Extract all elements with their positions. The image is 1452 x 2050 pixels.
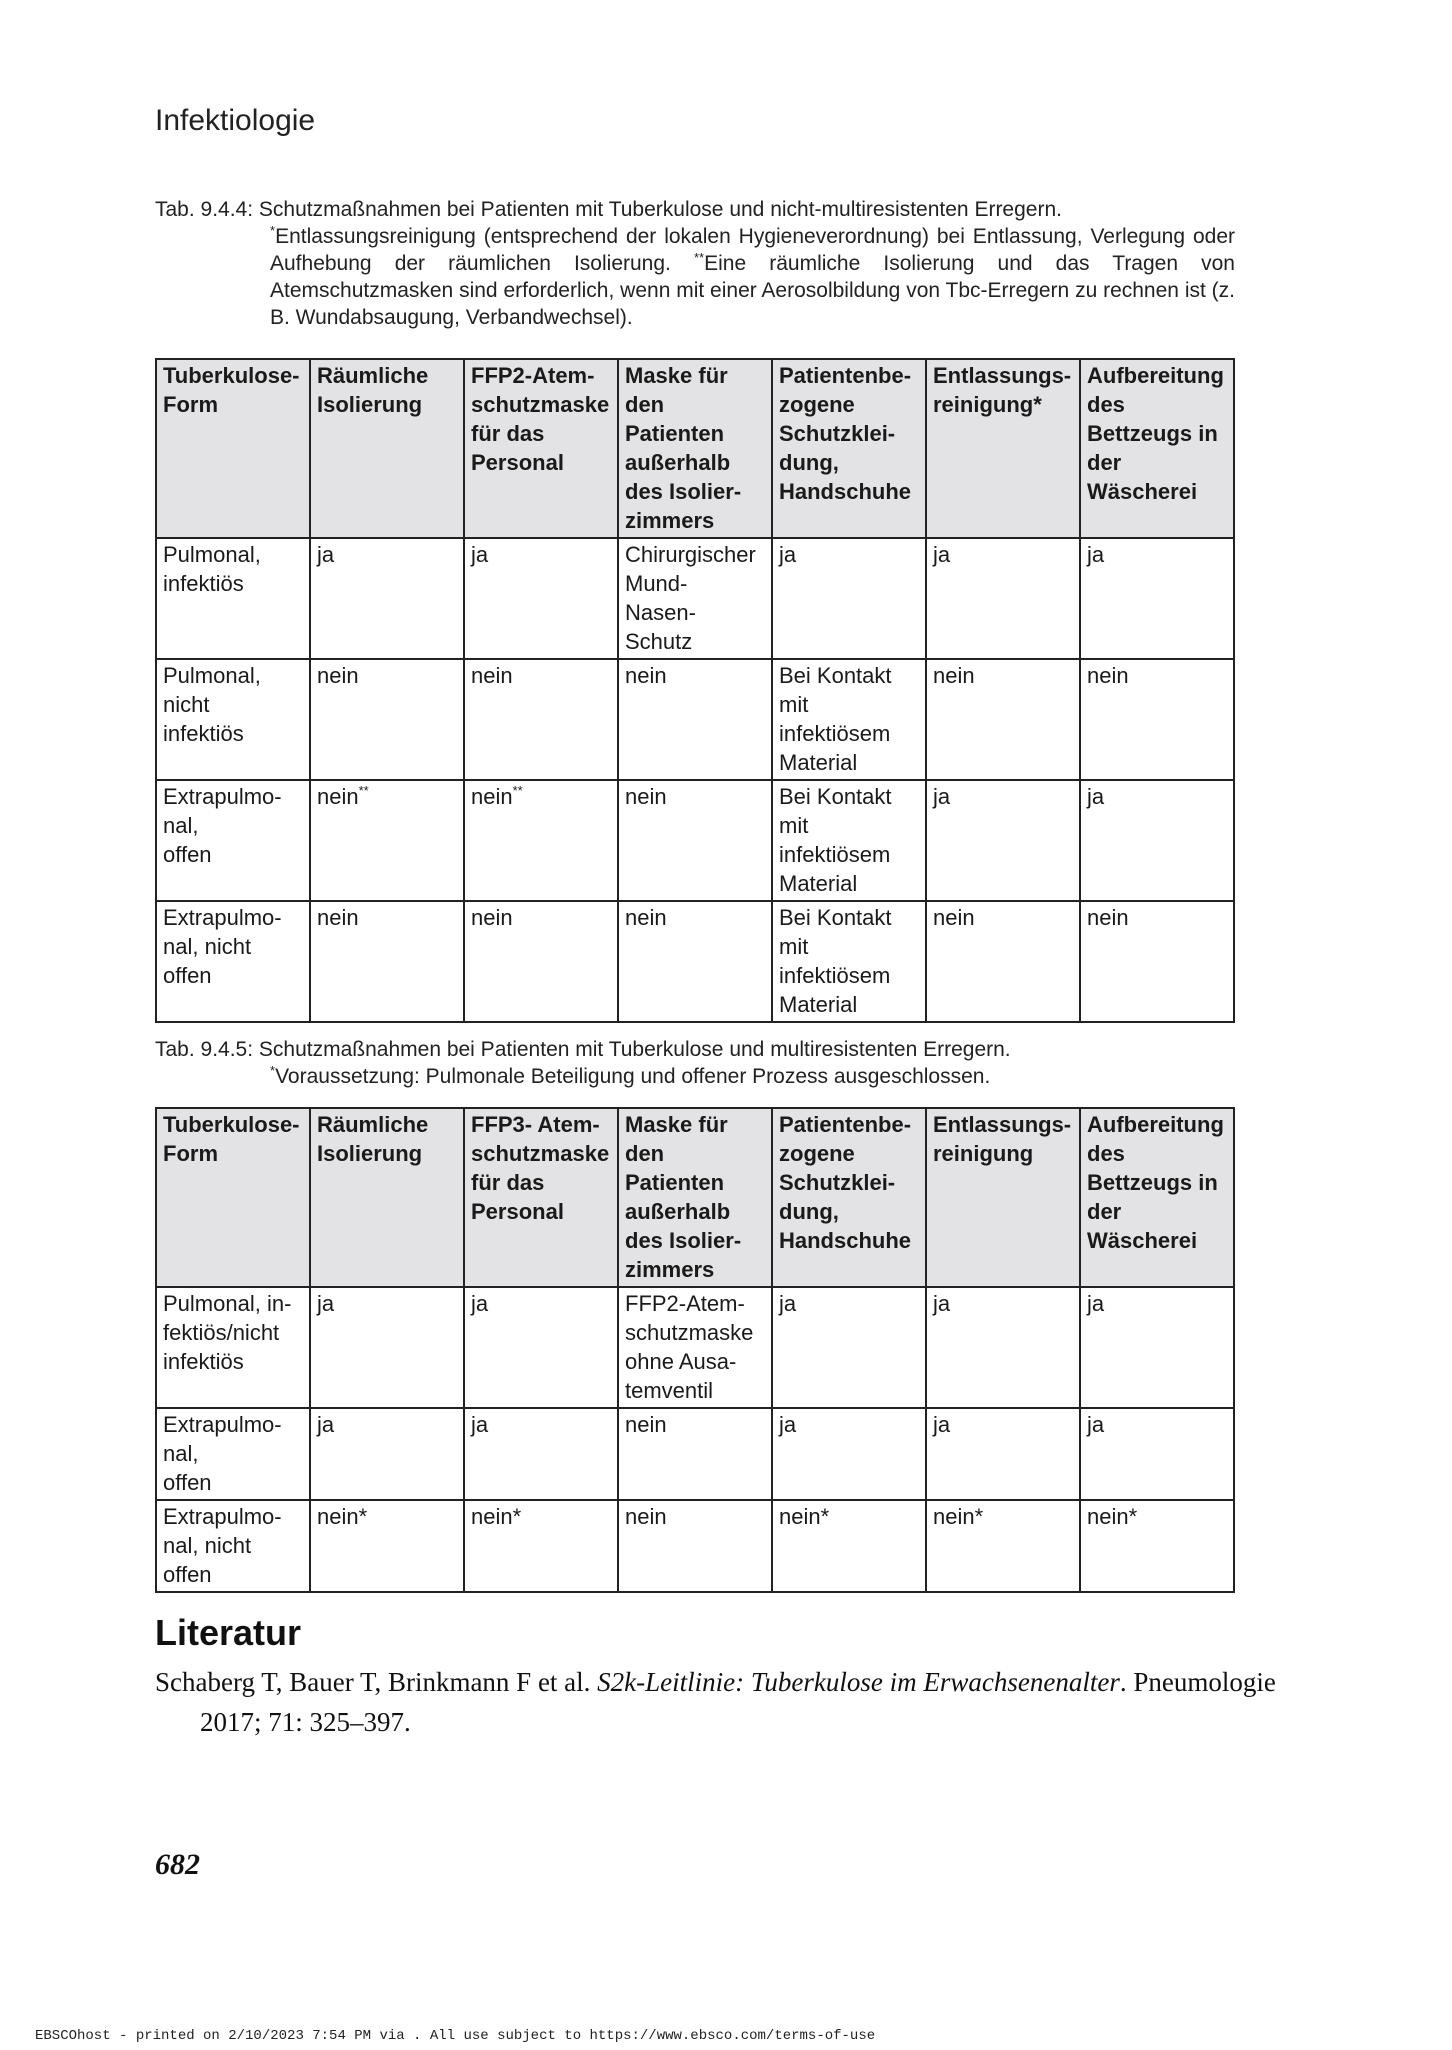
table-cell: Pulmonal, nicht infektiös: [156, 659, 310, 780]
star-mark: *: [270, 223, 276, 238]
table-cell: [464, 780, 618, 901]
literature-heading: Literatur: [155, 1612, 302, 1653]
table-cell: ja: [464, 538, 618, 659]
column-header: Maske für den Patienten außerhalb des Isolier- zimmers: [618, 359, 772, 538]
table-cell: nein: [310, 901, 464, 1022]
table-cell: ja: [310, 1287, 464, 1408]
column-header: Räumliche Isolierung: [310, 1108, 464, 1287]
table2-header-row: [156, 1108, 1234, 1287]
table-cell: nein: [618, 901, 772, 1022]
table-cell: ja: [926, 780, 1080, 901]
running-head: Infektiologie: [155, 104, 316, 137]
table-cell: nein*: [772, 1500, 926, 1592]
table1-caption-notes: [155, 223, 1235, 331]
table-cell: Chirurgischer Mund- Nasen- Schutz: [618, 538, 772, 659]
table-cell: nein: [618, 1408, 772, 1500]
table1: [155, 358, 1235, 1023]
reference-authors: Schaberg T, Bauer T, Brinkmann F et al.: [155, 1667, 598, 1697]
table2: [155, 1107, 1235, 1593]
literature-reference: [155, 1662, 1290, 1742]
table-cell: Extrapulmo- nal, nicht offen: [156, 1500, 310, 1592]
column-header: Entlassungs- reinigung*: [926, 359, 1080, 538]
table2-note-star: Voraussetzung: Pulmonale Beteiligung und offener Prozess ausgeschlossen.: [275, 1065, 991, 1088]
table-cell: ja: [1080, 538, 1234, 659]
table-cell: Bei Kontakt mit infektiösem Material: [772, 901, 926, 1022]
column-header: Patientenbe- zogene Schutzklei- dung, Handschuhe: [772, 359, 926, 538]
table-row: [156, 1287, 1234, 1408]
column-header: Räumliche Isolierung: [310, 359, 464, 538]
table-row: [156, 659, 1234, 780]
table-row: [156, 780, 1234, 901]
column-header: Entlassungs- reinigung: [926, 1108, 1080, 1287]
table1-note-double-star: Eine räumliche Isolierung und das Tragen von Atemschutzmasken sind erforderlich, wenn mit einer Aerosolbildung von Tbc-Erregern zu rechnen ist (z. B. Wundabsaugung, Verbandwechsel).: [270, 252, 1235, 329]
table-cell: ja: [1080, 780, 1234, 901]
double-star-mark: **: [512, 783, 523, 798]
table-cell: Bei Kontakt mit infektiösem Material: [772, 659, 926, 780]
table-row: [156, 1408, 1234, 1500]
table-cell: Pulmonal, infektiös: [156, 538, 310, 659]
table-cell: Extrapulmo- nal, offen: [156, 780, 310, 901]
column-header: FFP3- Atem- schutzmaske für das Personal: [464, 1108, 618, 1287]
table-cell: nein: [1080, 901, 1234, 1022]
table2-caption-lead: Tab. 9.4.5: Schutzmaßnahmen bei Patienten mit Tuberkulose und multiresistenten Erregern.: [155, 1038, 1011, 1061]
print-footer: EBSCOhost - printed on 2/10/2023 7:54 PM via . All use subject to https://www.ebsco.com/terms-of-use: [35, 2028, 876, 2044]
table-cell: ja: [926, 538, 1080, 659]
table-cell: Pulmonal, in- fektiös/nicht infektiös: [156, 1287, 310, 1408]
table-cell: ja: [772, 1408, 926, 1500]
double-star-mark: **: [358, 783, 369, 798]
table-cell: nein: [926, 901, 1080, 1022]
reference-source: . Pneumologie 2017; 71: 325–397.: [200, 1667, 1276, 1737]
column-header: Aufbereitung des Bettzeugs in der Wäscherei: [1080, 1108, 1234, 1287]
table-cell: ja: [310, 1408, 464, 1500]
table-cell: ja: [1080, 1408, 1234, 1500]
column-header: FFP2-Atem- schutzmaske für das Personal: [464, 359, 618, 538]
table-cell: nein*: [464, 1500, 618, 1592]
table-cell: FFP2-Atem- schutzmaske ohne Ausa- temventil: [618, 1287, 772, 1408]
table-cell: [310, 780, 464, 901]
column-header: Maske für den Patienten außerhalb des Isolier- zimmers: [618, 1108, 772, 1287]
reference-title: S2k-Leitlinie: Tuberkulose im Erwachsenenalter: [597, 1667, 1120, 1697]
column-header: Tuberkulose- Form: [156, 359, 310, 538]
table1-note-star: Entlassungsreinigung (entsprechend der lokalen Hygieneverordnung) bei Entlassung, Verlegung oder Aufhebung der räumlichen Isolierung.: [270, 225, 1235, 275]
table-cell: nein: [464, 901, 618, 1022]
table1-header-row: [156, 359, 1234, 538]
table-row: [156, 1500, 1234, 1592]
table-cell: Extrapulmo- nal, offen: [156, 1408, 310, 1500]
column-header: Tuberkulose- Form: [156, 1108, 310, 1287]
column-header: Aufbereitung des Bettzeugs in der Wäscherei: [1080, 359, 1234, 538]
table-cell: nein*: [1080, 1500, 1234, 1592]
table-cell: ja: [926, 1287, 1080, 1408]
table-cell: nein: [618, 1500, 772, 1592]
table-cell: ja: [772, 1287, 926, 1408]
table-cell: nein: [1080, 659, 1234, 780]
cell-value: nein: [317, 784, 359, 809]
table-row: [156, 901, 1234, 1022]
cell-value: nein: [471, 784, 513, 809]
table-cell: ja: [772, 538, 926, 659]
table-cell: ja: [926, 1408, 1080, 1500]
table-cell: ja: [1080, 1287, 1234, 1408]
table-cell: nein: [926, 659, 1080, 780]
table-cell: ja: [464, 1287, 618, 1408]
table-cell: Extrapulmo- nal, nicht offen: [156, 901, 310, 1022]
table-row: [156, 538, 1234, 659]
table2-caption-notes: [155, 1063, 1235, 1090]
page-number: 682: [155, 1848, 200, 1881]
table-cell: nein: [310, 659, 464, 780]
table1-caption: [155, 196, 1235, 331]
star-mark: *: [270, 1063, 276, 1078]
table1-caption-lead: Tab. 9.4.4: Schutzmaßnahmen bei Patienten mit Tuberkulose und nicht-multiresistenten Erregern.: [155, 198, 1062, 221]
table-cell: nein: [464, 659, 618, 780]
table-cell: nein: [618, 780, 772, 901]
table2-caption: [155, 1036, 1235, 1090]
table-cell: ja: [464, 1408, 618, 1500]
table-cell: Bei Kontakt mit infektiösem Material: [772, 780, 926, 901]
column-header: Patientenbe- zogene Schutzklei- dung, Handschuhe: [772, 1108, 926, 1287]
table-cell: nein: [618, 659, 772, 780]
table-cell: ja: [310, 538, 464, 659]
table-cell: nein*: [310, 1500, 464, 1592]
double-star-mark: **: [693, 250, 705, 265]
table-cell: nein*: [926, 1500, 1080, 1592]
